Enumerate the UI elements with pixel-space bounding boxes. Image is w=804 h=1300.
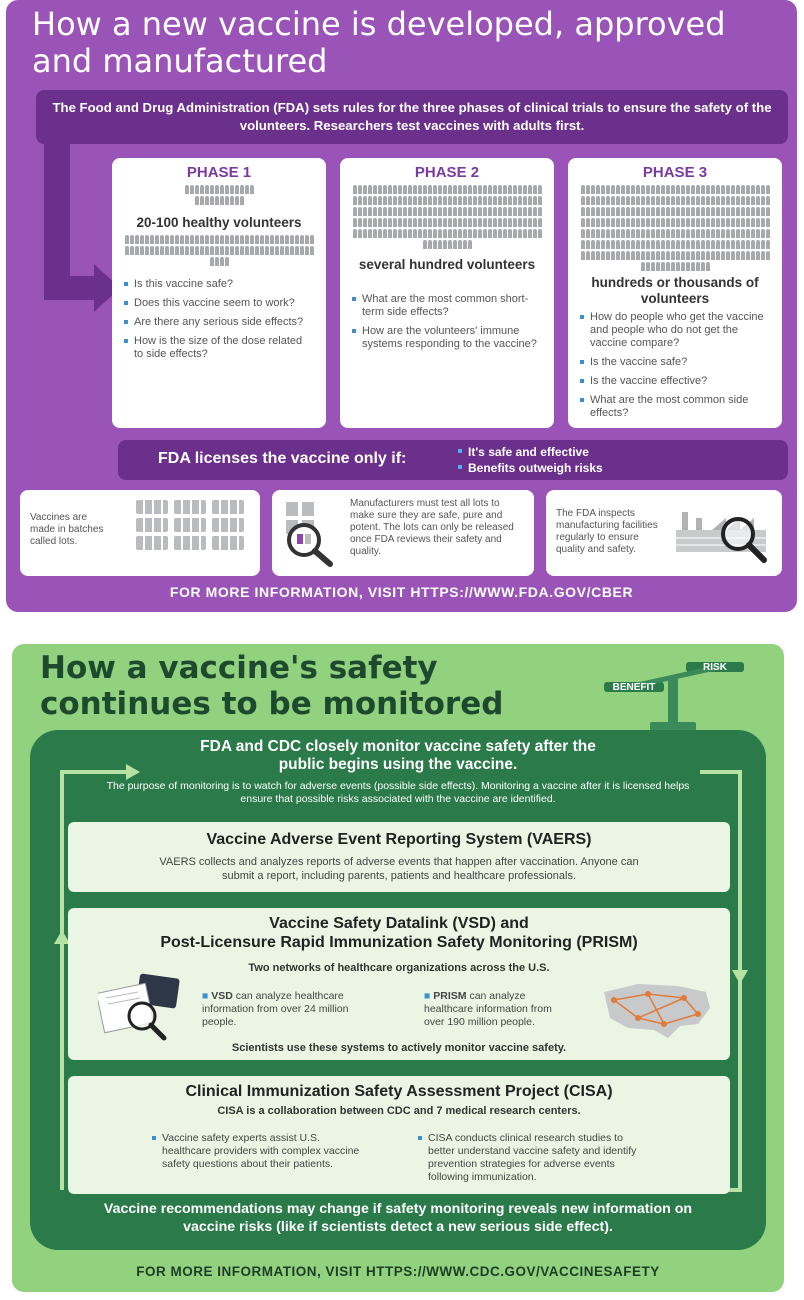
cycle-rail-left: [60, 770, 64, 1190]
license-condition-label: FDA licenses the vaccine only if:: [158, 450, 407, 467]
vaccine-monitoring-panel: [12, 644, 784, 1292]
recommendation-text: Vaccine recommendations may change if safety monitoring reveals new information on vaccine risks (like if scientists detect a new serious side effect).: [103, 1201, 693, 1235]
factory-magnifier-icon: [672, 500, 776, 568]
phase-questions: [352, 293, 542, 351]
license-condition: Benefits outweigh risks: [458, 460, 603, 476]
fda-license-band: [118, 440, 788, 480]
phase-3-card: [568, 158, 782, 428]
recommendation-note: [30, 1200, 766, 1236]
license-conditions: [458, 444, 603, 476]
cisa-title: Clinical Immunization Safety Assessment Project (CISA): [185, 1083, 613, 1100]
lots-card: [20, 490, 260, 576]
inspection-card: [546, 490, 782, 576]
cisa-point: Vaccine safety experts assist U.S. healthcare providers with complex vaccine safety questions about their patients.: [152, 1132, 366, 1171]
development-title: How a new vaccine is developed, approved and manufactured: [32, 5, 726, 80]
phase-1-card: [112, 158, 326, 428]
prism-text: can analyze healthcare information from over 190 million people.: [424, 990, 552, 1028]
license-condition: It's safe and effective: [458, 444, 603, 460]
cisa-subtitle: CISA is a collaboration between CDC and 7 medical research centers.: [217, 1105, 581, 1117]
prism-summary: ■ PRISM can analyze healthcare information from over 190 million people.: [424, 990, 552, 1028]
monitoring-heading: [30, 738, 766, 774]
risk-label: RISK: [703, 662, 727, 673]
benefit-risk-scale-icon: [604, 652, 744, 742]
vsd-summary: ■ VSD can analyze healthcare information from over 24 million people.: [202, 990, 349, 1028]
us-network-map-icon: [598, 978, 714, 1044]
phase-question: Are there any serious side effects?: [124, 316, 314, 329]
vaers-description: VAERS collects and analyzes reports of adverse events that happen after vaccination. Anyone can submit a report, including parents, patients and healthcare professionals.: [159, 856, 639, 882]
cisa-point: CISA conducts clinical research studies to better understand vaccine safety and identify prevention strategies for adverse events following immunization.: [418, 1132, 652, 1184]
phase-question: Does this vaccine seem to work?: [124, 297, 314, 310]
phase-question: How do people who get the vaccine and people who do not get the vaccine compare?: [580, 311, 770, 350]
vsd-title: Vaccine Safety Datalink (VSD) and: [269, 915, 529, 932]
fda-rules-intro: The Food and Drug Administration (FDA) sets rules for the three phases of clinical trials to ensure the safety of the volunteers. Researchers test vaccines with adults first.: [36, 90, 788, 144]
phase-questions: [124, 278, 314, 361]
phase-question: What are the most common short-term side effects?: [352, 293, 542, 319]
phase-volunteers: hundreds or thousands of volunteers: [591, 275, 759, 306]
monitoring-cycle: [30, 730, 766, 1250]
phase-volunteers: 20-100 healthy volunteers: [136, 215, 302, 230]
fda-info-link[interactable]: FOR MORE INFORMATION, VISIT HTTPS://WWW.FDA.GOV/CBER: [169, 584, 634, 600]
magnifier-vials-icon: [278, 498, 344, 568]
phase-question: Is the vaccine safe?: [580, 356, 770, 369]
networks-label: Two networks of healthcare organizations across the U.S.: [248, 962, 550, 974]
people-icon: [580, 185, 770, 271]
flow-arrow-foot: [44, 276, 98, 300]
vsd-name: VSD: [211, 990, 233, 1002]
phase-volunteers: several hundred volunteers: [358, 257, 536, 272]
phase-question: How are the volunteers' immune systems responding to the vaccine?: [352, 325, 542, 351]
phase-question: Is this vaccine safe?: [124, 278, 314, 291]
phase-title: PHASE 3: [642, 164, 708, 181]
monitoring-purpose: The purpose of monitoring is to watch for adverse events (possible side effects). Monitoring a vaccine after it is licensed helps ensure that possible risks associated with the vaccine are identified.: [106, 780, 690, 805]
records-magnifier-icon: [98, 972, 196, 1042]
cycle-arrow-icon: [732, 970, 748, 984]
vaers-card: [68, 822, 730, 892]
cdc-info-link[interactable]: FOR MORE INFORMATION, VISIT HTTPS://WWW.CDC.GOV/VACCINESAFETY: [136, 1264, 660, 1279]
benefit-label: BENEFIT: [612, 682, 656, 693]
monitoring-heading-text: FDA and CDC closely monitor vaccine safety after the public begins using the vaccine.: [200, 738, 596, 773]
phase-2-card: [340, 158, 554, 428]
cisa-point-right: [418, 1132, 652, 1184]
inspection-text: The FDA inspects manufacturing facilities regularly to ensure quality and safety.: [556, 508, 658, 555]
phase-title: PHASE 1: [186, 164, 252, 181]
vaccine-development-panel: [6, 0, 797, 612]
vsd-closing: Scientists use these systems to actively monitor vaccine safety.: [231, 1042, 567, 1054]
phase-questions: [580, 311, 770, 420]
phase-question: What are the most common side effects?: [580, 394, 770, 420]
cisa-point-left: [152, 1132, 366, 1171]
lots-text: Vaccines are made in batches called lots.: [30, 512, 104, 547]
phase-question: How is the size of the dose related to side effects?: [124, 335, 314, 361]
phase-question: Is the vaccine effective?: [580, 375, 770, 388]
monitoring-title: How a vaccine's safety continues to be monitored: [40, 650, 504, 722]
people-icon: [124, 235, 314, 266]
vsd-text: can analyze healthcare information from over 24 million people.: [202, 990, 349, 1028]
phase-title: PHASE 2: [414, 164, 480, 181]
prism-title: Post-Licensure Rapid Immunization Safety Monitoring (PRISM): [160, 934, 638, 951]
vsd-prism-card: [68, 908, 730, 1060]
vaers-title: Vaccine Adverse Event Reporting System (VAERS): [206, 831, 592, 848]
testing-card: [272, 490, 534, 576]
prism-name: PRISM: [433, 990, 467, 1002]
cisa-card: [68, 1076, 730, 1194]
people-icon: [184, 185, 254, 205]
testing-text: Manufacturers must test all lots to make sure they are safe, pure and potent. The lots can only be released once FDA reviews their safety and quality.: [350, 498, 514, 557]
vial-batches-icon: [136, 500, 246, 550]
people-icon: [352, 185, 542, 249]
